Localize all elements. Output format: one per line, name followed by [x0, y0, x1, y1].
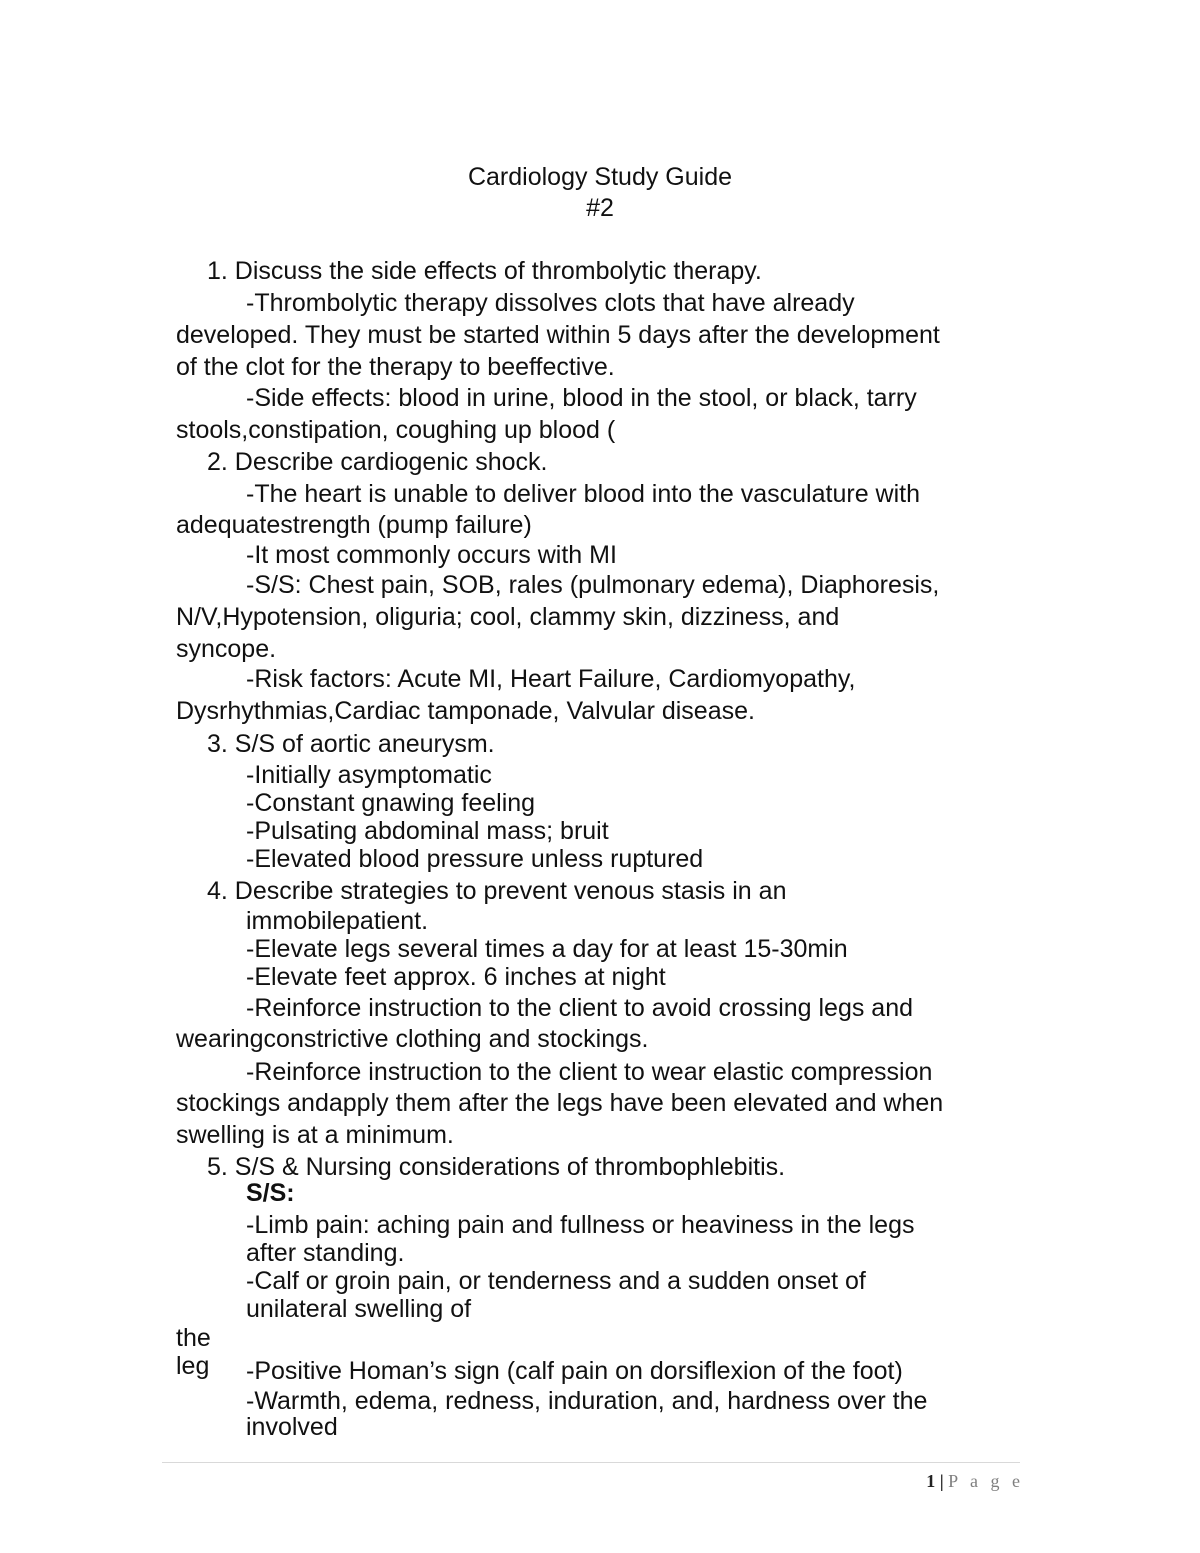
text-line: -Side effects: blood in urine, blood in the stool, or black, tarry: [246, 384, 917, 412]
text-line: 2. Describe cardiogenic shock.: [207, 448, 548, 476]
text-line: -Elevate legs several times a day for at least 15-30min: [246, 935, 848, 963]
text-line: -Risk factors: Acute MI, Heart Failure, Cardiomyopathy,: [246, 665, 856, 693]
text-line: -Elevated blood pressure unless ruptured: [246, 845, 704, 873]
text-line: -Constant gnawing feeling: [246, 789, 536, 817]
text-line: stockings andapply them after the legs have been elevated and when: [176, 1089, 944, 1117]
text-line: syncope.: [176, 635, 277, 663]
text-line: 5. S/S & Nursing considerations of thrombophlebitis.: [207, 1153, 786, 1181]
text-line: -Calf or groin pain, or tenderness and a sudden onset of: [246, 1267, 866, 1295]
footer-separator: |: [939, 1471, 944, 1491]
text-line: 4. Describe strategies to prevent venous stasis in an: [207, 877, 787, 905]
page-footer: [926, 1470, 1024, 1492]
text-line: Dysrhythmias,Cardiac tamponade, Valvular disease.: [176, 697, 755, 725]
text-line: -The heart is unable to deliver blood into the vasculature with: [246, 480, 920, 508]
text-line: after standing.: [246, 1239, 405, 1267]
text-line: 3. S/S of aortic aneurysm.: [207, 730, 495, 758]
text-line: -Thrombolytic therapy dissolves clots that have already: [246, 289, 855, 317]
text-line: -Positive Homan’s sign (calf pain on dorsiflexion of the foot): [246, 1357, 903, 1385]
page-label: P a g e: [948, 1471, 1024, 1491]
document-subtitle: #2: [586, 194, 614, 222]
text-line: -Reinforce instruction to the client to avoid crossing legs and: [246, 994, 914, 1022]
text-line: developed. They must be started within 5 days after the development: [176, 321, 940, 349]
text-line: stools,constipation, coughing up blood (: [176, 416, 616, 444]
document-title: Cardiology Study Guide: [467, 163, 733, 191]
text-line: -Pulsating abdominal mass; bruit: [246, 817, 609, 845]
text-line: the: [176, 1324, 211, 1352]
text-line: S/S:: [246, 1179, 295, 1207]
text-line: wearingconstrictive clothing and stockings.: [176, 1025, 649, 1053]
text-line: swelling is at a minimum.: [176, 1121, 454, 1149]
text-line: -Reinforce instruction to the client to wear elastic compression: [246, 1058, 933, 1086]
footer-divider: [162, 1462, 1020, 1463]
text-line: 1. Discuss the side effects of thrombolytic therapy.: [207, 257, 762, 285]
text-line: -It most commonly occurs with MI: [246, 541, 617, 569]
text-line: -S/S: Chest pain, SOB, rales (pulmonary edema), Diaphoresis,: [246, 571, 940, 599]
text-line: of the clot for the therapy to beeffective.: [176, 353, 615, 381]
text-line: leg: [176, 1352, 210, 1380]
text-line: -Initially asymptomatic: [246, 761, 492, 789]
text-line: involved: [246, 1413, 338, 1441]
text-line: -Elevate feet approx. 6 inches at night: [246, 963, 666, 991]
text-line: adequatestrength (pump failure): [176, 511, 532, 539]
text-line: -Limb pain: aching pain and fullness or heaviness in the legs: [246, 1211, 915, 1239]
text-line: immobilepatient.: [246, 907, 429, 935]
text-line: unilateral swelling of: [246, 1295, 472, 1323]
text-line: N/V,Hypotension, oliguria; cool, clammy skin, dizziness, and: [176, 603, 840, 631]
page-number: 1: [926, 1471, 936, 1491]
text-line: -Warmth, edema, redness, induration, and, hardness over the: [246, 1387, 928, 1415]
